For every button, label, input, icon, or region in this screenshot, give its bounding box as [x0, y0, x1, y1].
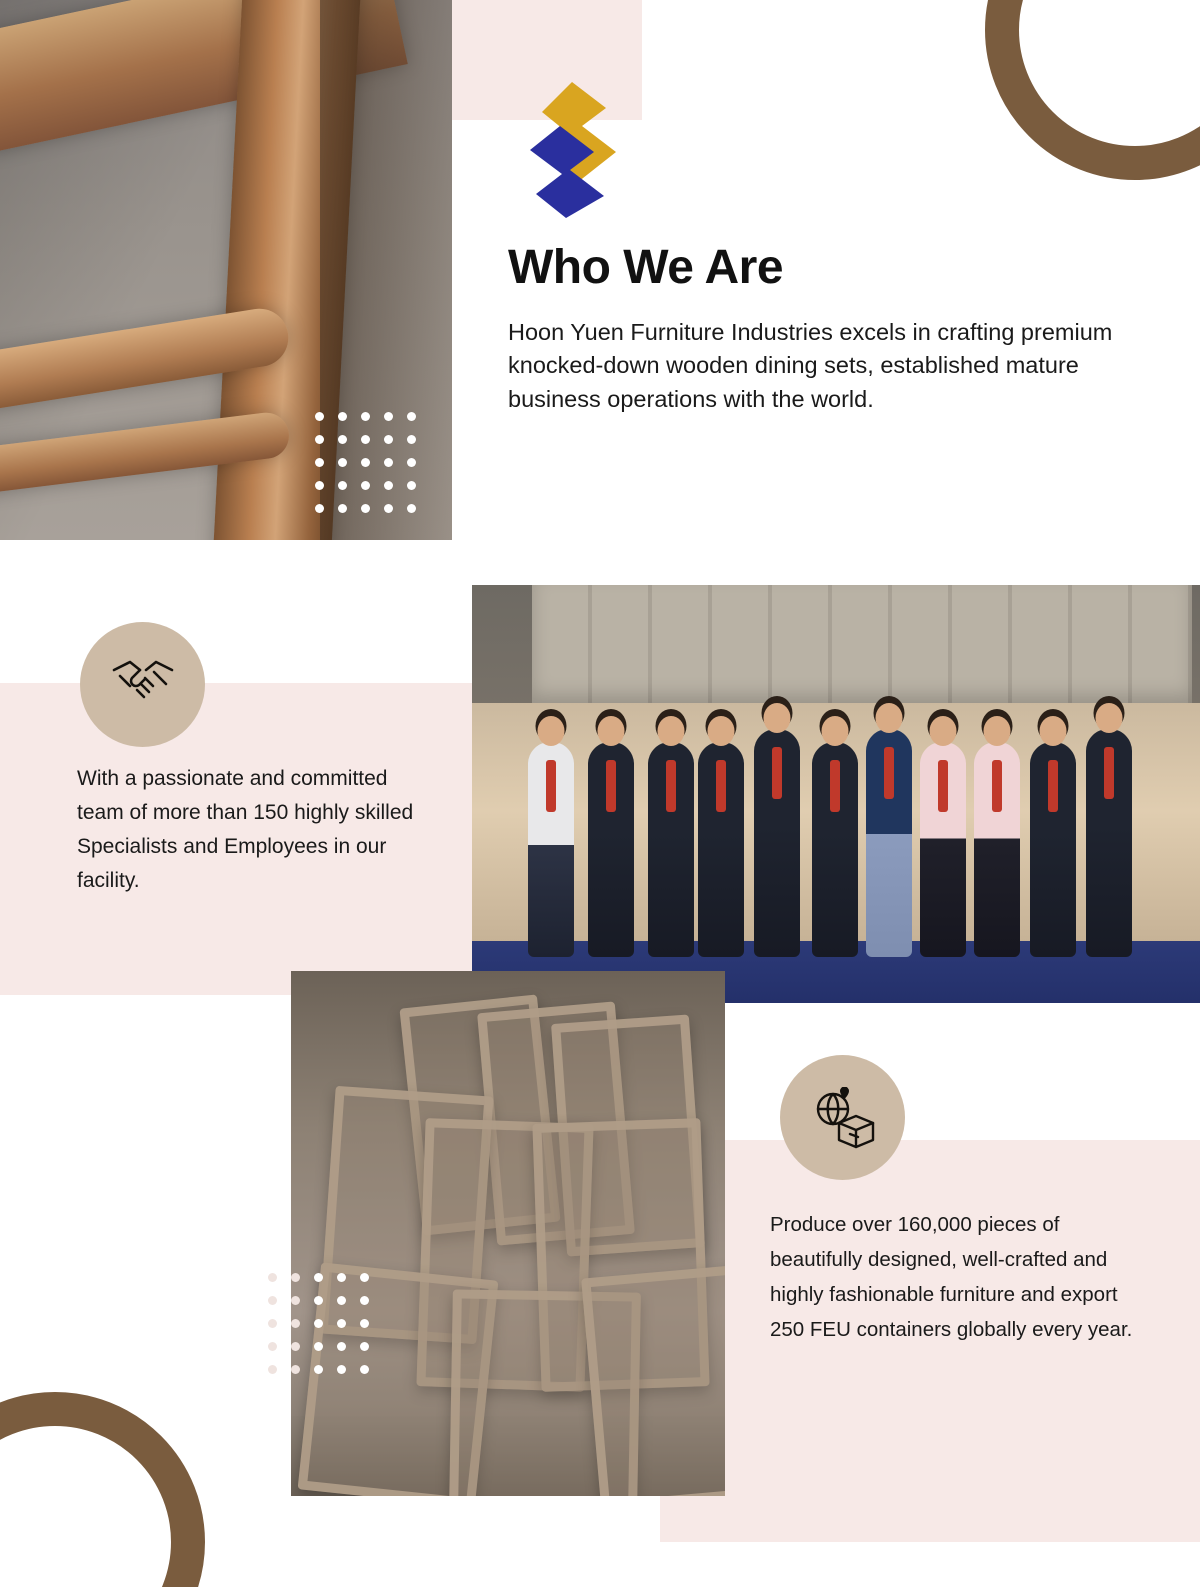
page-title: Who We Are	[508, 241, 784, 294]
dot-grid-overlay-wood	[315, 412, 416, 513]
intro-paragraph: Hoon Yuen Furniture Industries excels in crafting premium knocked-down wooden dining sets, established mature business operations with the world.	[508, 319, 1113, 412]
handshake-icon	[110, 656, 176, 714]
shipping-icon-badge	[780, 1055, 905, 1180]
team-member	[920, 742, 966, 957]
decor-ring-top-right	[985, 0, 1200, 180]
team-member	[974, 742, 1020, 957]
team-member	[754, 729, 800, 957]
production-description: Produce over 160,000 pieces of beautifully designed, well-crafted and highly fashionable furniture and export 250 FEU containers globally every year.	[770, 1213, 1133, 1341]
decor-ring-bottom-left	[0, 1392, 205, 1587]
team-member	[866, 729, 912, 957]
handshake-icon-badge	[80, 622, 205, 747]
dot-grid-overlay-chairs	[268, 1273, 369, 1374]
team-description: With a passionate and committed team of more than 150 highly skilled Specialists and Employees in our facility.	[77, 767, 414, 893]
chair	[581, 1264, 725, 1496]
photo-curtain-backdrop	[532, 585, 1192, 705]
team-member	[698, 742, 744, 957]
team-member	[1030, 742, 1076, 957]
globe-parcel-shipping-icon	[809, 1087, 877, 1149]
team-member	[528, 742, 574, 957]
team-group-photo	[472, 585, 1200, 1003]
stacked-chairs-photo	[291, 971, 725, 1496]
team-member	[588, 742, 634, 957]
company-logo	[520, 78, 630, 218]
team-member	[1086, 729, 1132, 957]
team-member	[648, 742, 694, 957]
team-member	[812, 742, 858, 957]
